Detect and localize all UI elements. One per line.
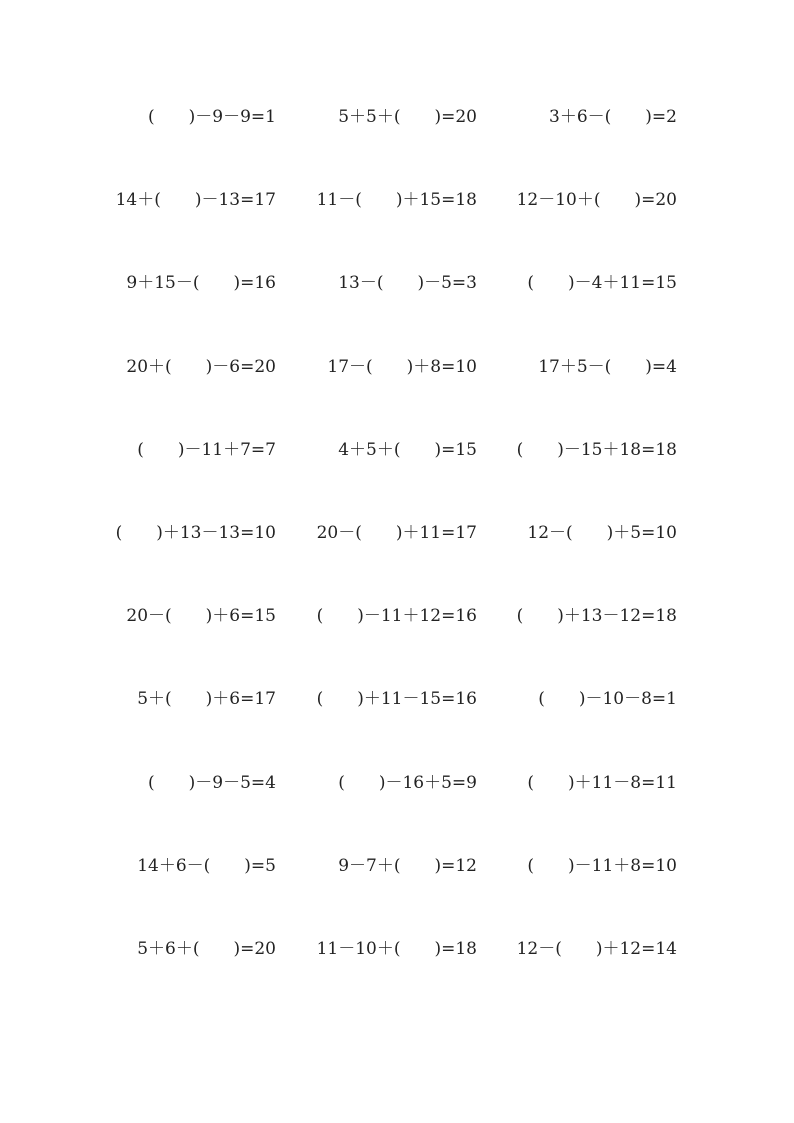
problem: ( )－16＋5=9 [338, 772, 477, 793]
problem-row [0, 604, 794, 687]
problem: ( )－4＋11=15 [527, 273, 677, 294]
problem-row [0, 188, 794, 271]
problem-row [0, 521, 794, 604]
problem: 17－( )＋8=10 [327, 356, 477, 377]
problem: 9＋15－( )=16 [126, 273, 276, 294]
problem-row [0, 771, 794, 854]
problem: ( )＋13－13=10 [115, 522, 276, 543]
problem: 4＋5＋( )=15 [338, 439, 477, 460]
problem: 11－( )＋15=18 [316, 190, 477, 211]
problem: ( )－11＋7=7 [137, 439, 276, 460]
problem: ( )－9－5=4 [148, 772, 276, 793]
problem: 20－( )＋11=17 [316, 522, 477, 543]
problem: 5＋5＋( )=20 [338, 107, 477, 127]
problem: ( )＋13－12=18 [516, 606, 677, 627]
problem-row [0, 687, 794, 770]
problem: 5＋( )＋6=17 [137, 689, 276, 710]
problem: ( )＋11－8=11 [527, 772, 677, 793]
problem: 11－10＋( )=18 [316, 938, 477, 959]
problem: 14＋6－( )=5 [137, 855, 276, 876]
problem-row [0, 105, 794, 188]
problem: ( )－10－8=1 [538, 689, 677, 710]
problem: 12－10＋( )=20 [516, 190, 677, 211]
problem: 20＋( )－6=20 [126, 356, 276, 377]
problem: 12－( )＋12=14 [516, 938, 677, 959]
problem: 17＋5－( )=4 [538, 356, 677, 377]
problem: 9－7＋( )=12 [338, 855, 477, 876]
problem: 14＋( )－13=17 [115, 190, 276, 211]
problem: ( )－11＋8=10 [527, 855, 677, 876]
problem: ( )－15＋18=18 [516, 439, 677, 460]
problem-row [0, 355, 794, 438]
problem-row [0, 937, 794, 1020]
problem: ( )－9－9=1 [148, 107, 276, 127]
problem: 20－( )＋6=15 [126, 606, 276, 627]
problem: ( )＋11－15=16 [316, 689, 477, 710]
problem-row [0, 271, 794, 354]
problem: 12－( )＋5=10 [527, 522, 677, 543]
problem: 13－( )－5=3 [338, 273, 477, 294]
problem-grid [0, 105, 794, 1020]
problem: ( )－11＋12=16 [316, 606, 477, 627]
problem: 5＋6＋( )=20 [137, 938, 276, 959]
problem: 3＋6－( )=2 [549, 107, 677, 127]
problem-row [0, 854, 794, 937]
problem-row [0, 438, 794, 521]
